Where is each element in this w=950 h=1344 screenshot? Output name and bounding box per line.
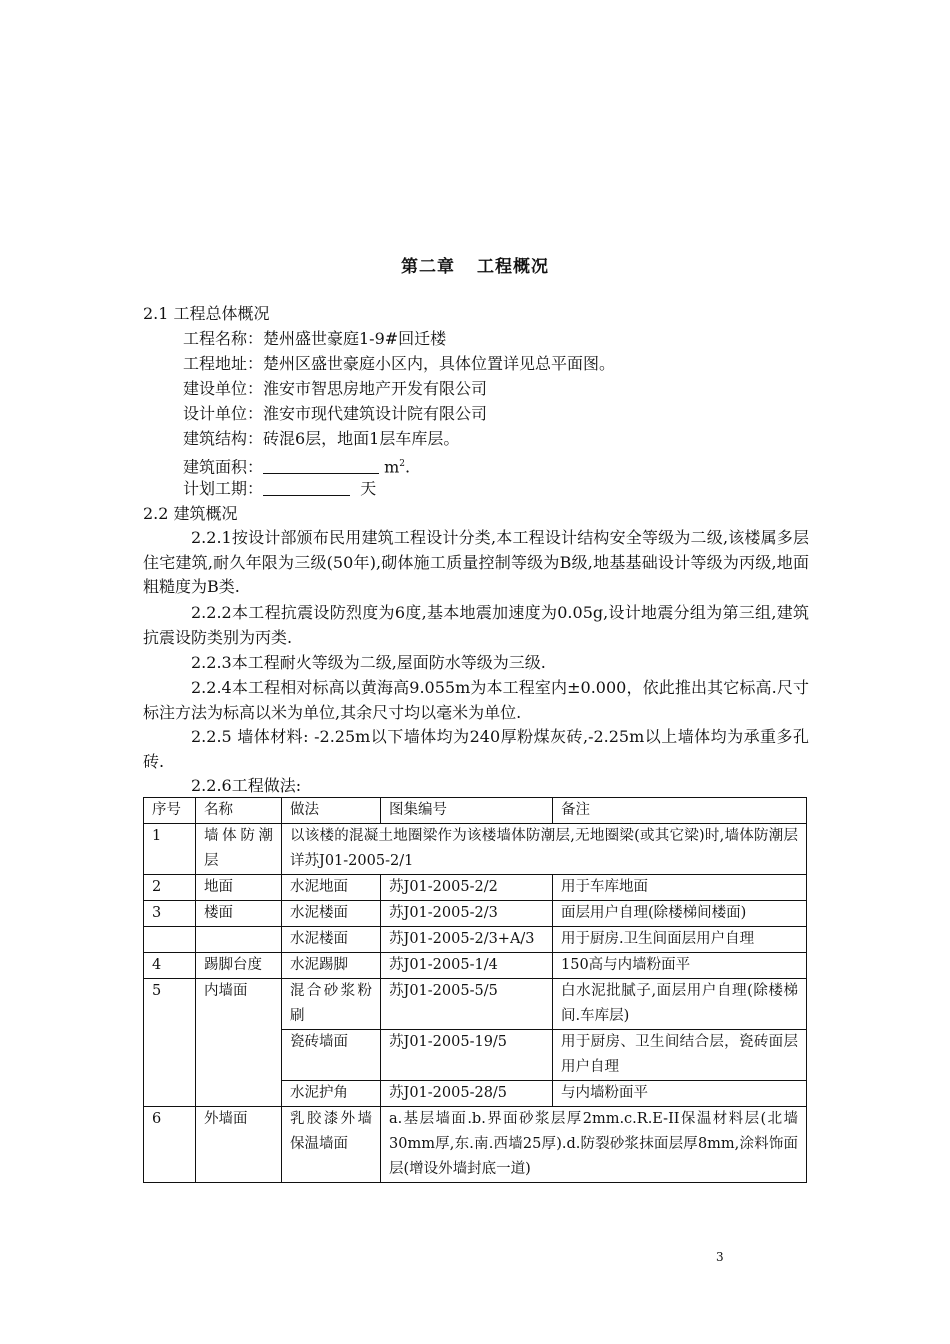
section-2-2-heading: 2.2 建筑概况 [143,504,238,523]
duration-unit: 天 [360,479,377,498]
construction-methods-table [143,797,807,1183]
paragraph-2-2-6: 2.2.6工程做法: [191,776,302,795]
table-row: 5 内墙面 混合砂浆粉刷 苏J01-2005-5/5 白水泥批腻子,面层用户自理(除楼梯间.车库层) [144,979,807,1030]
paragraph-2-2-3: 2.2.3本工程耐火等级为二级,屋面防水等级为三级. [191,653,546,672]
duration-blank [263,479,350,496]
planned-duration [183,477,376,501]
table-header-row [144,798,807,824]
area-unit: m [384,457,400,477]
page-number: 3 [716,1250,724,1264]
table-row: 1 墙体防潮层 以该楼的混凝土地圈梁作为该楼墙体防潮层,无地圈梁(或其它梁)时,墙体防潮层详苏J01-2005-2/1 [144,824,807,875]
paragraph-2-2-2: 2.2.2本工程抗震设防烈度为6度,基本地震加速度为0.05g,设计地震分组为第三组,建筑抗震设防类别为丙类. [143,603,809,647]
table-row: 3 楼面 水泥楼面 苏J01-2005-2/3 面层用户自理(除楼梯间楼面) [144,901,807,927]
duration-label: 计划工期： [183,479,264,498]
section-2-1-heading: 2.1 工程总体概况 [143,304,270,323]
table-row: 水泥楼面 苏J01-2005-2/3+A/3 用于厨房.卫生间面层用户自理 [144,927,807,953]
chapter-title [0,252,950,277]
area-blank [263,457,379,474]
table-row: 2 地面 水泥地面 苏J01-2005-2/2 用于车库地面 [144,875,807,901]
header-name: 名称 [196,798,282,824]
table-row: 瓷砖墙面 苏J01-2005-19/5 用于厨房、卫生间结合层，瓷砖面层用户自理 [144,1030,807,1081]
paragraph-2-2-4: 2.2.4本工程相对标高以黄海高9.055m为本工程室内±0.000，依此推出其它标高.尺寸标注方法为标高以米为单位,其余尺寸均以毫米为单位. [143,678,809,722]
building-area [183,452,410,479]
table-row: 水泥护角 苏J01-2005-28/5 与内墙粉面平 [144,1081,807,1107]
header-code: 图集编号 [381,798,553,824]
project-name: 工程名称：楚州盛世豪庭1-9#回迁楼 [183,329,447,348]
table-row: 4 踢脚台度 水泥踢脚 苏J01-2005-1/4 150高与内墙粉面平 [144,953,807,979]
chapter-number: 第二章 [401,257,455,277]
table-row: 6 外墙面 乳胶漆外墙保温墙面 a.基层墙面.b.界面砂浆层厚2mm.c.R.E-II保温材料层(北墙30mm厚,东.南.西墙25厚).d.防裂砂浆抹面层厚8mm,涂料饰面层(增设外墙封底一道) [144,1107,807,1183]
developer: 建设单位：淮安市智思房地产开发有限公司 [183,379,488,398]
area-label: 建筑面积： [183,457,264,477]
paragraph-2-2-5: 2.2.5 墙体材料: -2.25m以下墙体均为240厚粉煤灰砖,-2.25m以上墙体均为承重多孔砖. [143,727,809,771]
area-end: . [405,457,411,477]
chapter-name: 工程概况 [477,257,549,277]
header-note: 备注 [553,798,807,824]
designer: 设计单位：淮安市现代建筑设计院有限公司 [183,404,488,423]
building-structure: 建筑结构：砖混6层，地面1层车库层。 [183,429,460,448]
header-method: 做法 [282,798,381,824]
paragraph-2-2-1: 2.2.1按设计部颁布民用建筑工程设计分类,本工程设计结构安全等级为二级,该楼属多层住宅建筑,耐久年限为三级(50年),砌体施工质量控制等级为B级,地基基础设计等级为丙级,地面粗糙度为B类. [143,528,809,596]
project-address: 工程地址：楚州区盛世豪庭小区内，具体位置详见总平面图。 [183,354,616,373]
header-no: 序号 [144,798,196,824]
area-unit-sup: 2 [399,459,406,469]
